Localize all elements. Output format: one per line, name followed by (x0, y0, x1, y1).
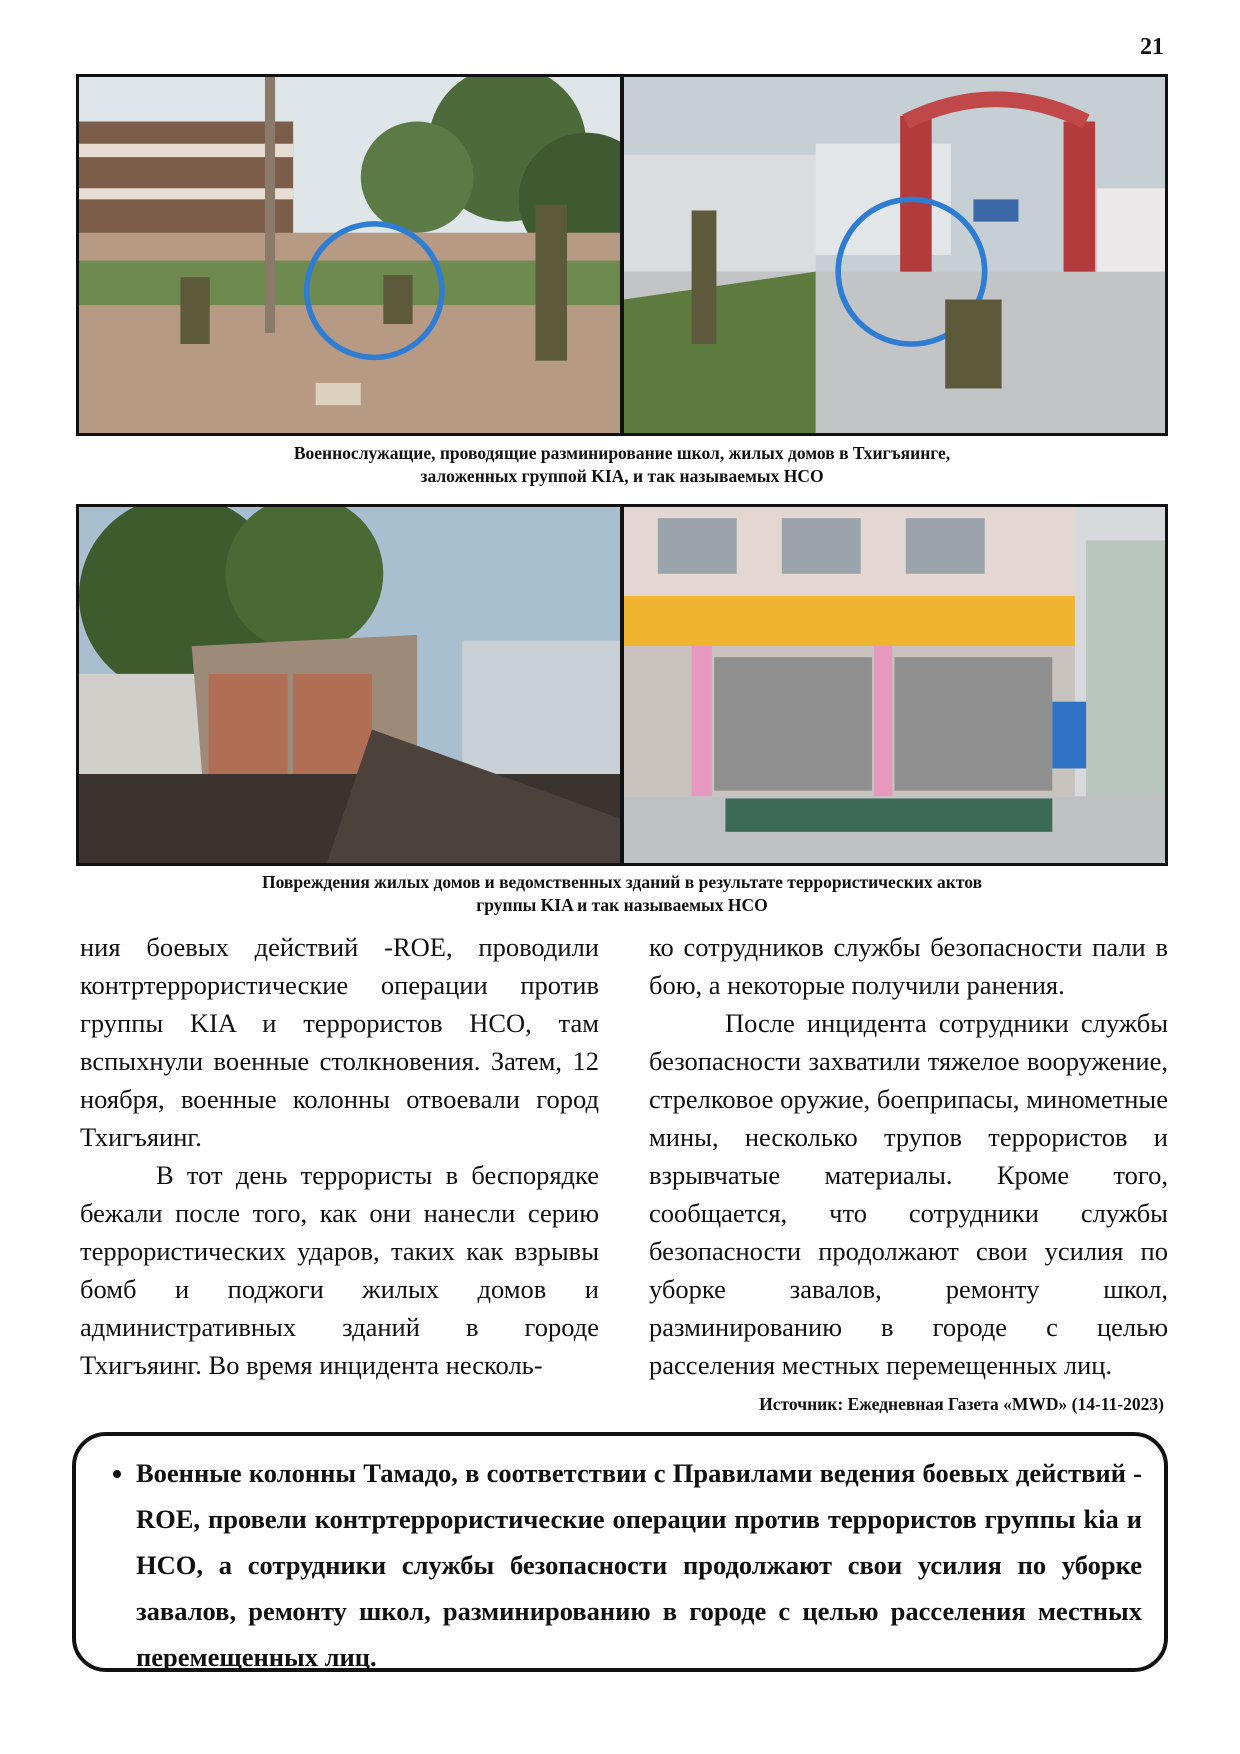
summary-item: • Военные колонны Тамадо, в соответствии с Правилами ведения боевых действий -ROE, провели контртеррористические операции против террористов группы kia и НСО, а сотрудники службы безопасности продолжают свои усилия по уборке завалов, ремонту школ, разминированию в городе с целью расселения местных перемещенных лиц. (136, 1450, 1142, 1680)
caption-demining-line2: заложенных группой KIA, и так называемых НСО (420, 466, 824, 486)
caption-damage-line2: группы KIA и так называемых НСО (476, 895, 768, 915)
photo-burned-shop (79, 507, 620, 863)
article-paragraph: ко сотрудников службы безопасности пали в бою, а некоторые получили ранения. (649, 932, 1168, 1000)
page-number: 21 (1140, 34, 1164, 60)
photo-row-demining (76, 74, 1168, 436)
photo-soldiers-school-yard (79, 77, 620, 433)
photo-damaged-shop (620, 507, 1165, 863)
article-column-right (649, 928, 1168, 1384)
article-body (80, 928, 1168, 1384)
article-paragraph: После инцидента сотрудники службы безопасности захватили тяжелое вооружение, стрелковое оружие, боеприпасы, минометные мины, несколько трупов террористов и взрывчатые материалы. Кроме того, сообщается, что сотрудники службы безопасности продолжают свои усилия по уборке завалов, ремонту школ, разминированию в городе с целью расселения местных перемещенных лиц. (649, 1008, 1168, 1380)
article-paragraph: ния боевых действий -ROE, проводили контртеррористические операции против группы KIA и террористов НСО, там вспыхнули военные столкновения. Затем, 12 ноября, военные колонны отвоевали город Тхигъяинг. (80, 932, 599, 1152)
photo-row-damage (76, 504, 1168, 866)
caption-damage-line1: Повреждения жилых домов и ведомственных зданий в результате террористических актов (261, 872, 983, 892)
caption-demining-line1: Военнослужащие, проводящие разминирование школ, жилых домов в Тхигъяинге, (293, 443, 951, 463)
photo-soldiers-street-gate (620, 77, 1165, 433)
source-citation: Источник: Ежедневная Газета «MWD» (14-11-2023) (759, 1394, 1164, 1414)
summary-list (96, 1450, 1142, 1680)
caption-damage (76, 871, 1168, 917)
article-column-left (80, 928, 599, 1384)
caption-demining (76, 442, 1168, 488)
article-paragraph: В тот день террористы в беспорядке бежали после того, как они нанесли серию террористических ударов, таких как взрывы бомб и поджоги жилых домов и административных зданий в городе Тхигъяинг. Во время инцидента несколь- (80, 1160, 599, 1380)
summary-box (72, 1432, 1168, 1672)
